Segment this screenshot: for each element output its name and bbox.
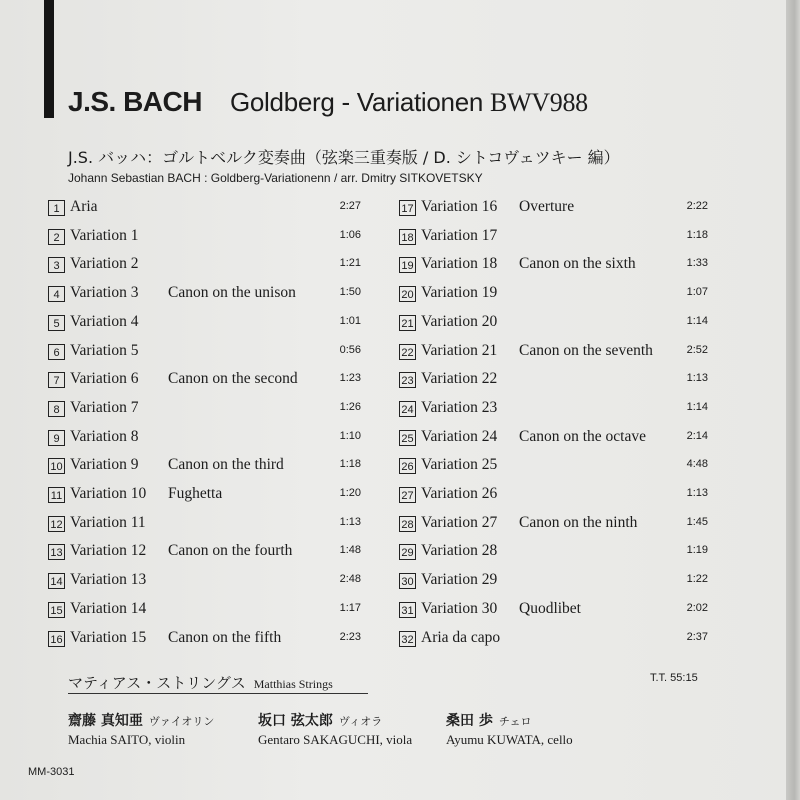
track-title: Variation 20 (421, 312, 498, 330)
track-title: Variation 4 (70, 312, 139, 330)
track-number-box: 27 (399, 487, 416, 503)
track-duration: 1:21 (339, 257, 361, 270)
track-subtitle: Canon on the seventh (519, 341, 653, 359)
track-duration: 1:01 (339, 314, 361, 327)
player-name-jp: 齋藤 真知亜 (68, 713, 143, 729)
track-number-box: 24 (399, 401, 416, 417)
track-subtitle: Canon on the octave (519, 427, 646, 445)
track-number-box: 15 (48, 602, 65, 618)
work-title (230, 87, 588, 117)
track-number-box: 7 (48, 372, 65, 388)
track-number-box: 21 (399, 315, 416, 331)
track-subtitle: Fughetta (168, 485, 223, 502)
track-title: Variation 26 (421, 485, 498, 502)
track-title: Variation 14 (70, 599, 147, 617)
track-duration: 2:48 (339, 573, 361, 586)
track-number-box: 19 (399, 257, 416, 273)
track-number-box: 6 (48, 344, 65, 360)
track-duration: 2:52 (686, 343, 708, 356)
track-row (48, 399, 361, 421)
track-row (399, 485, 708, 507)
track-duration: 1:13 (686, 487, 708, 499)
track-duration: 1:19 (686, 544, 708, 557)
track-row (48, 255, 361, 277)
track-row (48, 198, 361, 220)
track-number-box: 10 (48, 458, 65, 474)
track-title: Variation 30 (421, 599, 498, 617)
track-row (48, 571, 361, 593)
track-title: Variation 28 (421, 542, 498, 560)
track-number-box: 13 (48, 544, 65, 560)
ensemble-name-jp: マティアス・ストリングス (68, 674, 246, 692)
track-row (48, 227, 361, 249)
track-number-box: 28 (399, 516, 416, 532)
black-spine-bar (44, 0, 54, 118)
page-edge-shadow (786, 0, 800, 800)
track-number-box: 16 (48, 631, 65, 647)
track-number-box: 20 (399, 286, 416, 302)
track-row (399, 456, 708, 478)
catalog-number: MM-3031 (28, 766, 75, 778)
track-number-box: 5 (48, 315, 65, 331)
track-title: Variation 13 (70, 571, 147, 589)
composer-name: J.S. BACH (68, 86, 202, 117)
track-number-box: 8 (48, 401, 65, 417)
track-title: Variation 27 (421, 513, 498, 531)
track-title: Variation 23 (421, 398, 498, 416)
player-name-jp: 桑田 歩 (446, 713, 493, 729)
track-row (48, 485, 361, 507)
track-title: Variation 17 (421, 226, 498, 244)
track-subtitle: Canon on the fifth (168, 628, 282, 646)
track-title: Variation 19 (421, 284, 498, 302)
player-viola (258, 710, 412, 748)
bwv-number: BWV988 (489, 88, 588, 117)
track-number-box: 4 (48, 286, 65, 302)
track-number-box: 2 (48, 229, 65, 245)
track-row (48, 542, 361, 564)
track-title: Variation 8 (70, 427, 139, 445)
track-duration: 1:45 (686, 515, 708, 528)
track-duration: 1:13 (339, 515, 361, 528)
track-duration: 1:26 (339, 400, 361, 413)
track-duration: 1:14 (686, 314, 708, 327)
track-number-box: 12 (48, 516, 65, 532)
track-number-box: 25 (399, 430, 416, 446)
track-row (399, 571, 708, 593)
track-title: Aria (70, 198, 98, 215)
track-number-box: 18 (399, 229, 416, 245)
work-title-text: Goldberg - Variationen (229, 87, 484, 117)
track-title: Variation 11 (70, 513, 146, 531)
track-title: Variation 16 (421, 198, 498, 215)
track-subtitle: Canon on the ninth (519, 513, 638, 531)
track-subtitle: Canon on the unison (168, 284, 296, 302)
track-row (48, 514, 361, 536)
track-row (399, 600, 708, 622)
subtitle-japanese: J.S. バッハ：ゴルトベルク変奏曲（弦楽三重奏版 / D. シトコヴェツキー 編） (68, 148, 620, 167)
track-row (399, 227, 708, 249)
track-title: Variation 22 (421, 370, 498, 388)
track-number-box: 1 (48, 200, 65, 216)
track-duration: 2:37 (686, 630, 708, 643)
track-number-box: 29 (399, 544, 416, 560)
track-row (399, 198, 708, 220)
track-row (48, 284, 361, 306)
track-title: Variation 2 (70, 255, 139, 273)
track-row (48, 629, 361, 651)
track-number-box: 22 (399, 344, 416, 360)
track-number-box: 26 (399, 458, 416, 474)
track-row (399, 313, 708, 335)
track-title: Variation 21 (421, 341, 498, 359)
track-row (399, 542, 708, 564)
track-number-box: 11 (48, 487, 65, 503)
track-row (399, 428, 708, 450)
track-title: Variation 12 (70, 542, 147, 560)
track-title: Variation 1 (70, 226, 139, 244)
track-duration: 2:27 (339, 200, 361, 212)
track-title: Variation 18 (421, 255, 498, 273)
track-row (48, 313, 361, 335)
player-role-jp: チェロ (498, 715, 532, 728)
track-title: Variation 10 (70, 485, 147, 502)
track-row (399, 399, 708, 421)
track-duration: 1:17 (339, 601, 361, 614)
track-subtitle: Canon on the second (168, 370, 298, 388)
title-header (68, 86, 588, 118)
track-row (399, 255, 708, 277)
track-row (48, 456, 361, 478)
track-duration: 4:48 (686, 458, 708, 471)
track-duration: 1:06 (339, 228, 361, 241)
player-cello (446, 710, 573, 748)
track-duration: 2:22 (686, 200, 708, 212)
track-number-box: 23 (399, 372, 416, 388)
track-number-box: 9 (48, 430, 65, 446)
track-row (48, 428, 361, 450)
ensemble-name-en: Matthias Strings (253, 677, 333, 691)
track-number-box: 17 (399, 200, 416, 216)
track-duration: 1:23 (339, 372, 361, 385)
track-title: Variation 15 (70, 628, 147, 646)
track-title: Aria da capo (421, 628, 501, 646)
track-row (399, 370, 708, 392)
track-title: Variation 25 (421, 456, 498, 474)
track-number-box: 3 (48, 257, 65, 273)
track-duration: 2:14 (686, 429, 708, 442)
ensemble-credit (68, 672, 333, 693)
track-duration: 1:18 (339, 458, 361, 471)
player-name-en: Machia SAITO, violin (68, 732, 186, 747)
track-title: Variation 29 (421, 571, 498, 589)
track-duration: 2:02 (686, 601, 708, 614)
track-subtitle: Quodlibet (519, 599, 581, 617)
track-row (48, 342, 361, 364)
track-duration: 0:56 (339, 343, 361, 356)
track-title: Variation 3 (70, 284, 139, 302)
track-duration: 1:20 (339, 487, 361, 499)
track-duration: 1:10 (339, 429, 361, 442)
player-role-jp: ヴァイオリン (148, 715, 215, 728)
track-row (48, 370, 361, 392)
track-duration: 1:07 (686, 286, 708, 299)
track-title: Variation 6 (70, 370, 139, 388)
track-duration: 1:50 (339, 286, 361, 299)
subtitle-english: Johann Sebastian BACH : Goldberg-Variationenn / arr. Dmitry SITKOVETSKY (68, 171, 483, 185)
total-time: T.T. 55:15 (650, 672, 698, 684)
track-row (399, 514, 708, 536)
player-violin (68, 710, 214, 748)
track-number-box: 30 (399, 573, 416, 589)
player-name-en: Ayumu KUWATA, cello (446, 732, 573, 747)
track-number-box: 32 (399, 631, 416, 647)
ensemble-underline (68, 693, 368, 694)
track-number-box: 14 (48, 573, 65, 589)
track-duration: 1:22 (686, 573, 708, 586)
track-subtitle: Canon on the fourth (168, 542, 293, 560)
track-row (399, 629, 708, 651)
track-row (399, 284, 708, 306)
track-subtitle: Canon on the sixth (519, 255, 636, 273)
track-row (48, 600, 361, 622)
track-duration: 1:13 (686, 372, 708, 385)
track-subtitle: Canon on the third (168, 456, 284, 474)
player-role-jp: ヴィオラ (338, 715, 383, 728)
track-title: Variation 9 (70, 456, 139, 474)
track-duration: 2:23 (339, 630, 361, 643)
track-subtitle: Overture (519, 198, 575, 215)
player-name-en: Gentaro SAKAGUCHI, viola (258, 732, 413, 747)
track-duration: 1:18 (686, 228, 708, 241)
track-duration: 1:33 (686, 257, 708, 270)
track-duration: 1:14 (686, 400, 708, 413)
track-title: Variation 7 (70, 398, 139, 416)
track-title: Variation 24 (421, 427, 498, 445)
track-row (399, 342, 708, 364)
track-number-box: 31 (399, 602, 416, 618)
track-duration: 1:48 (339, 544, 361, 557)
player-name-jp: 坂口 弦太郎 (258, 713, 333, 729)
track-title: Variation 5 (70, 341, 139, 359)
